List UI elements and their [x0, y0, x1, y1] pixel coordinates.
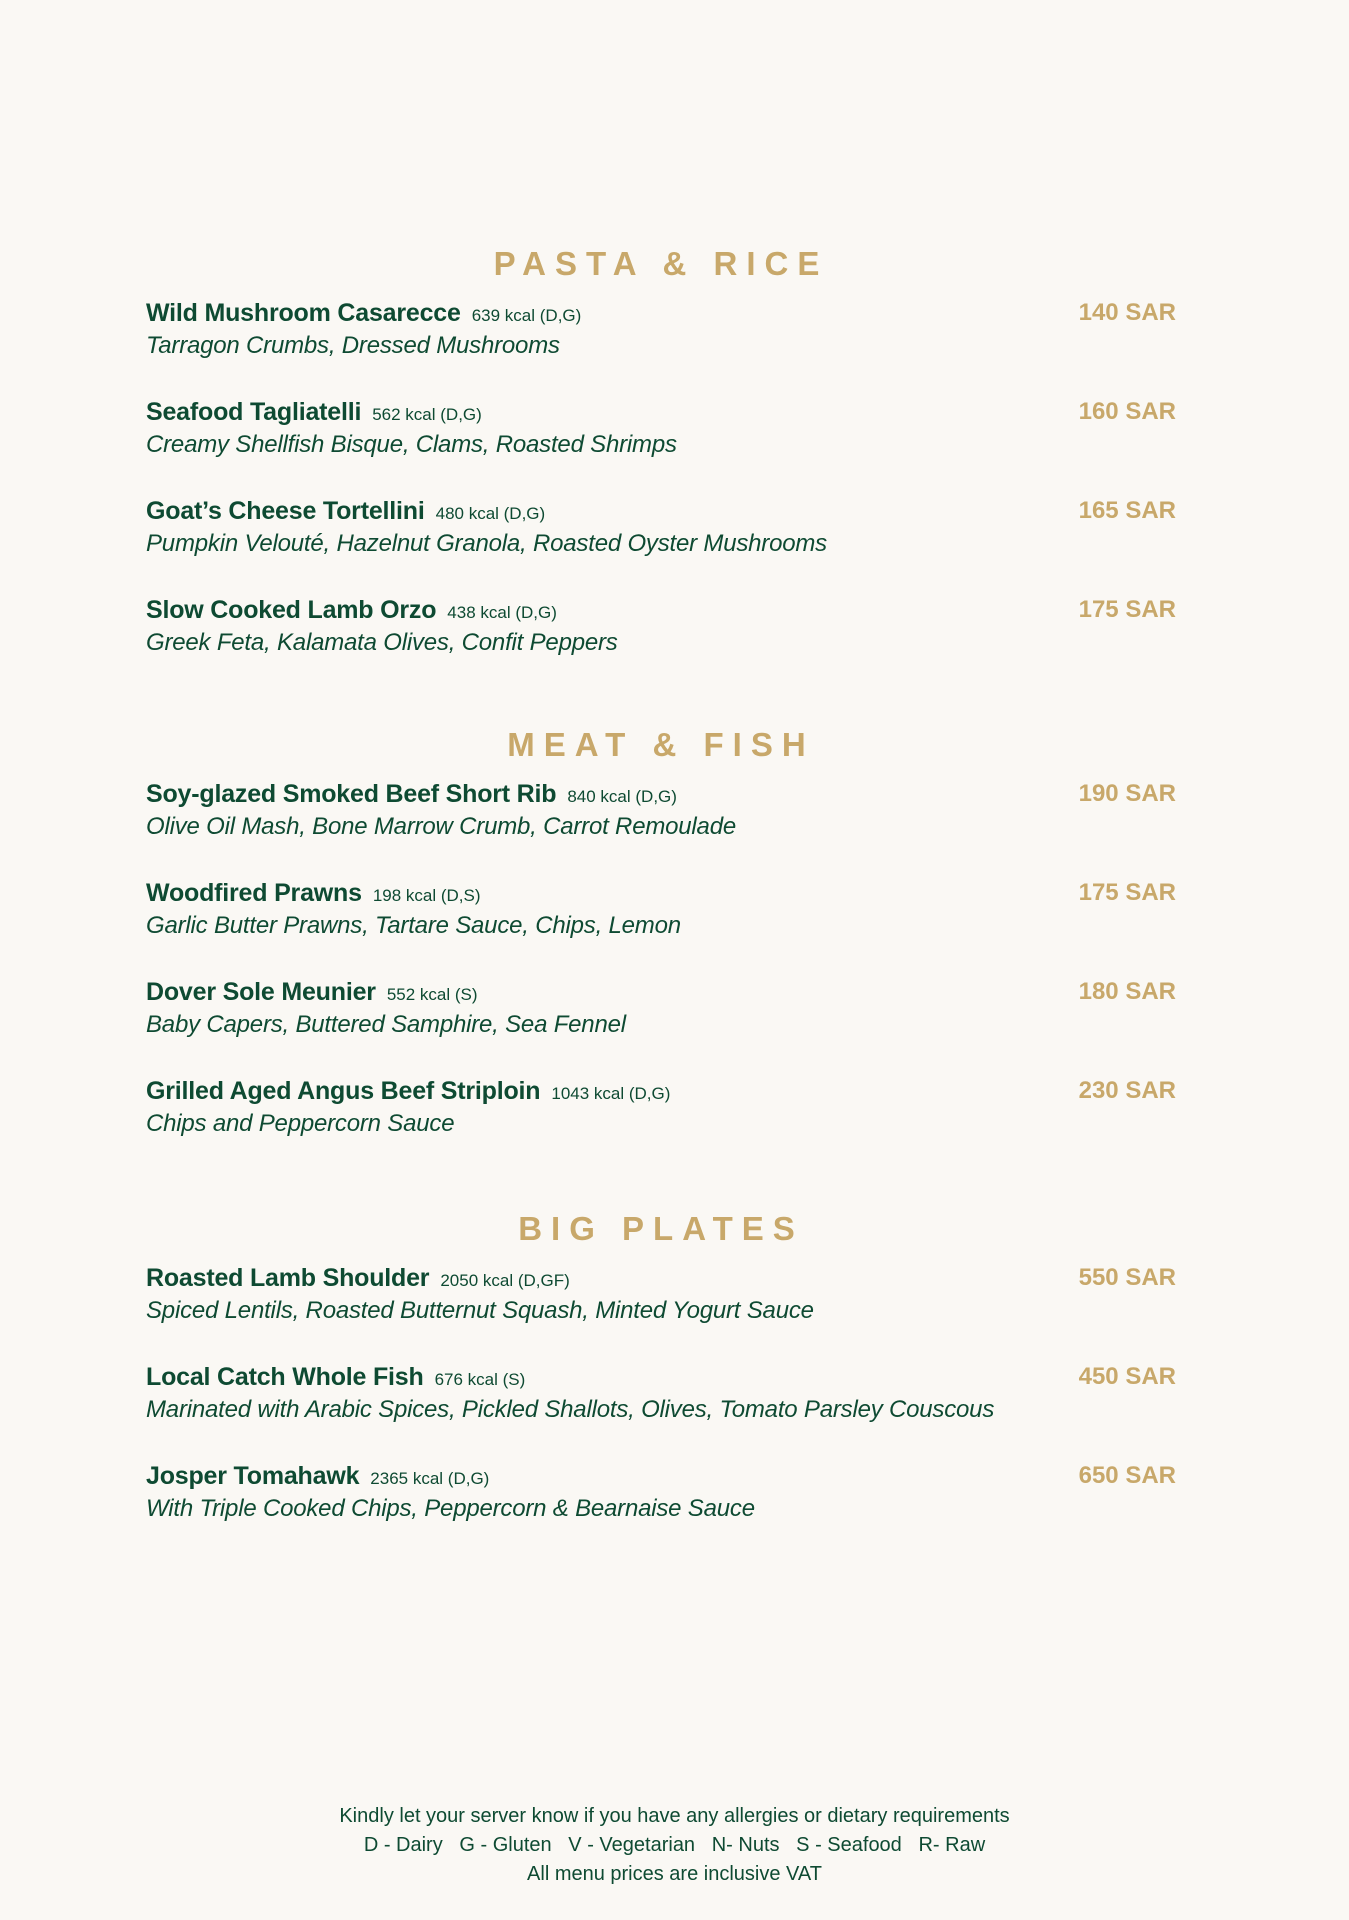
menu-item [146, 1459, 1176, 1558]
section-pasta-rice [146, 242, 1176, 692]
item-price: 230 SAR [1078, 1077, 1176, 1104]
item-price: 450 SAR [1078, 1363, 1176, 1390]
vat-notice: All menu prices are inclusive VAT [527, 1863, 822, 1885]
section-meat-fish [146, 723, 1176, 1173]
item-description: Greek Feta, Kalamata Olives, Confit Peppers [146, 629, 618, 656]
item-name: Dover Sole Meunier [146, 978, 376, 1006]
item-price: 175 SAR [1078, 596, 1176, 623]
item-kcal: 198 kcal (D,S) [372, 886, 481, 905]
item-kcal: 2365 kcal (D,G) [370, 1469, 490, 1488]
item-kcal: 1043 kcal (D,G) [551, 1084, 671, 1103]
menu-item [146, 395, 1176, 494]
item-kcal: 639 kcal (D,G) [471, 306, 582, 325]
section-big-plates [146, 1207, 1176, 1558]
item-price: 175 SAR [1078, 879, 1176, 906]
item-name: Soy-glazed Smoked Beef Short Rib [146, 780, 557, 808]
item-description: Chips and Peppercorn Sauce [146, 1110, 455, 1137]
item-description: Spiced Lentils, Roasted Butternut Squash, Minted Yogurt Sauce [146, 1297, 814, 1324]
section-title: PASTA & RICE [493, 245, 829, 282]
item-name: Slow Cooked Lamb Orzo [146, 596, 437, 624]
section-title: BIG PLATES [518, 1210, 804, 1247]
item-price: 165 SAR [1078, 497, 1176, 524]
item-name: Goat’s Cheese Tortellini [146, 497, 425, 525]
item-name: Seafood Tagliatelli [146, 398, 362, 426]
section-title: MEAT & FISH [507, 726, 815, 763]
item-price: 650 SAR [1078, 1462, 1176, 1489]
item-kcal: 676 kcal (S) [434, 1370, 526, 1389]
menu-item [146, 494, 1176, 593]
menu-item [146, 593, 1176, 692]
item-kcal: 840 kcal (D,G) [567, 787, 677, 806]
menu-item [146, 876, 1176, 975]
item-price: 180 SAR [1078, 978, 1176, 1005]
menu-item [146, 975, 1176, 1074]
item-kcal: 480 kcal (D,G) [435, 504, 546, 523]
item-description: Pumpkin Velouté, Hazelnut Granola, Roasted Oyster Mushrooms [146, 530, 827, 557]
item-description: Marinated with Arabic Spices, Pickled Shallots, Olives, Tomato Parsley Couscous [146, 1396, 995, 1423]
item-name: Local Catch Whole Fish [146, 1363, 424, 1391]
allergen-footer [0, 1802, 1349, 1889]
allergen-legend: D - Dairy G - Gluten V - Vegetarian N- Nuts S - Seafood R- Raw [363, 1834, 986, 1856]
item-description: Tarragon Crumbs, Dressed Mushrooms [146, 332, 560, 359]
item-kcal: 552 kcal (S) [386, 985, 478, 1004]
item-name: Wild Mushroom Casarecce [146, 299, 461, 327]
item-price: 140 SAR [1078, 299, 1176, 326]
menu-item [146, 1074, 1176, 1173]
item-description: Creamy Shellfish Bisque, Clams, Roasted Shrimps [146, 431, 677, 458]
menu-item [146, 1261, 1176, 1360]
item-kcal: 2050 kcal (D,GF) [440, 1271, 570, 1290]
item-kcal: 438 kcal (D,G) [447, 603, 557, 622]
item-price: 190 SAR [1078, 780, 1176, 807]
item-description: Olive Oil Mash, Bone Marrow Crumb, Carrot Remoulade [146, 813, 736, 840]
item-name: Roasted Lamb Shoulder [146, 1264, 430, 1292]
item-name: Woodfired Prawns [146, 879, 362, 907]
item-description: With Triple Cooked Chips, Peppercorn & Bearnaise Sauce [146, 1495, 755, 1522]
item-name: Josper Tomahawk [146, 1462, 360, 1490]
allergy-notice: Kindly let your server know if you have any allergies or dietary requirements [339, 1805, 1010, 1827]
item-description: Baby Capers, Buttered Samphire, Sea Fennel [146, 1011, 626, 1038]
menu-item [146, 296, 1176, 395]
item-description: Garlic Butter Prawns, Tartare Sauce, Chips, Lemon [146, 912, 681, 939]
item-price: 160 SAR [1078, 398, 1176, 425]
menu-item [146, 777, 1176, 876]
item-price: 550 SAR [1078, 1264, 1176, 1291]
item-name: Grilled Aged Angus Beef Striploin [146, 1077, 541, 1105]
menu-item [146, 1360, 1176, 1459]
item-kcal: 562 kcal (D,G) [372, 405, 482, 424]
